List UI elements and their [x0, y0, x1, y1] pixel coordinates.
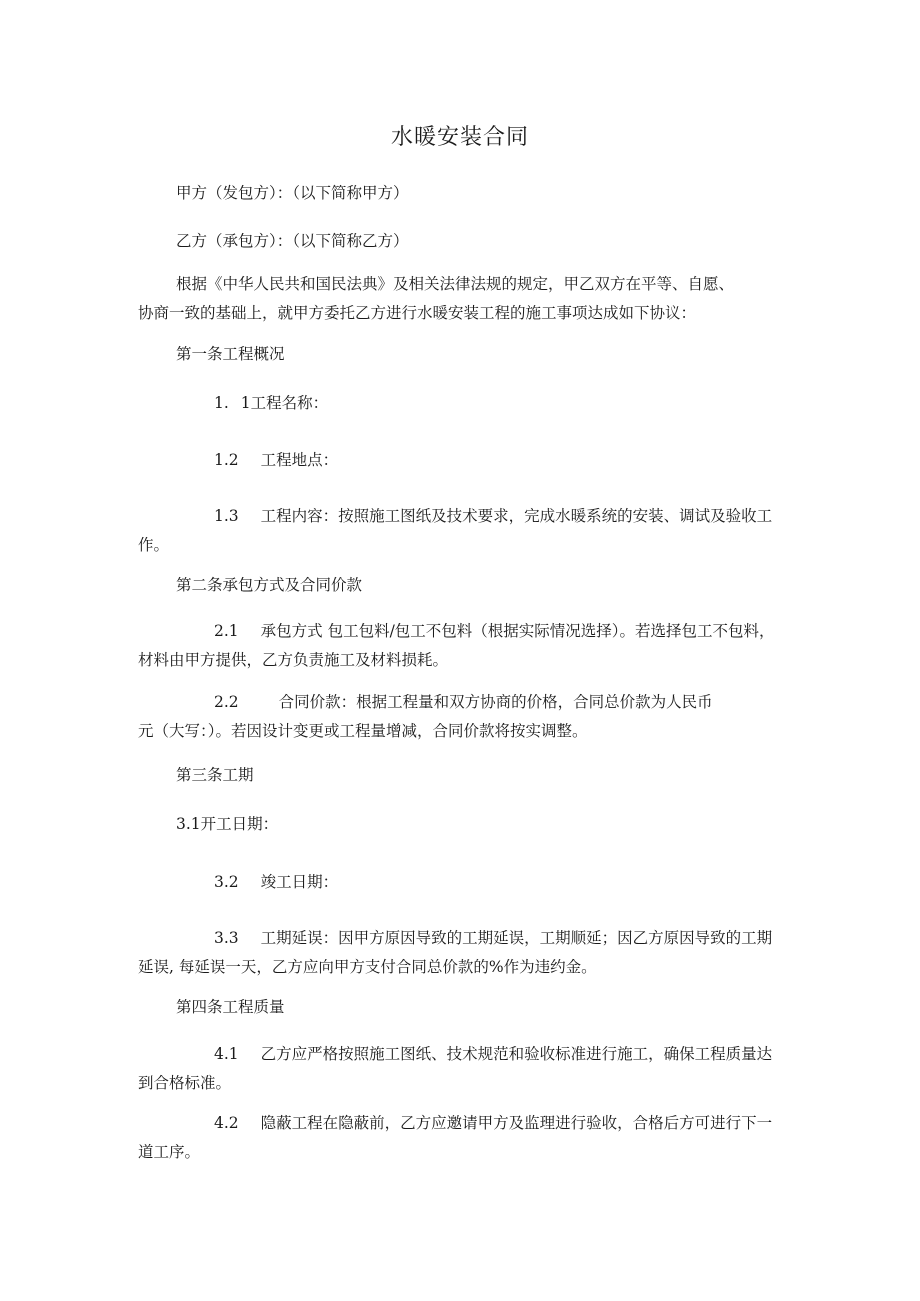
clause-number: 2.2 [214, 693, 239, 711]
preamble-line-2: 协商一致的基础上，就甲方委托乙方进行水暖安装工程的施工事项达成如下协议： [138, 304, 697, 322]
clause-number: 1. [214, 394, 229, 412]
clause-text-line-2: 作。 [138, 536, 170, 554]
article-3-heading: 第三条工期 [176, 766, 254, 784]
article-4-heading: 第四条工程质量 [176, 998, 285, 1016]
clause-1-2 [138, 446, 788, 475]
clause-text-line-2: 道工序。 [138, 1143, 201, 1161]
article-1-heading: 第一条工程概况 [176, 345, 285, 363]
party-b-line: 乙方（承包方）：（以下简称乙方） [176, 232, 409, 250]
clause-1-3 [138, 502, 788, 560]
preamble-paragraph [138, 270, 788, 328]
clause-3-3 [138, 924, 788, 982]
clause-number: 3.2 [214, 873, 239, 891]
clause-3-2 [138, 868, 788, 897]
clause-text-line-1: 乙方应严格按照施工图纸、技术规范和验收标准进行施工，确保工程质量达 [260, 1045, 773, 1063]
clause-text-line-2: 到合格标准。 [138, 1074, 232, 1092]
clause-text-line-2: 材料由甲方提供，乙方负责施工及材料损耗。 [138, 651, 449, 669]
clause-text-line-2: 延误, 每延误一天，乙方应向甲方支付合同总价款的%作为违约金。 [138, 958, 597, 976]
article-2-heading: 第二条承包方式及合同价款 [176, 576, 363, 594]
clause-4-1 [138, 1040, 788, 1098]
preamble-line-1: 根据《中华人民共和国民法典》及相关法律法规的规定，甲乙双方在平等、自愿、 [176, 275, 735, 293]
party-a-line: 甲方（发包方）：（以下简称甲方） [176, 184, 409, 202]
clause-2-2 [138, 688, 788, 746]
clause-number: 1.3 [214, 507, 239, 525]
clause-text-line-2: 元（大写：）。若因设计变更或工程量增减，合同价款将按实调整。 [138, 722, 588, 740]
clause-text-line-1: 工程内容：按照施工图纸及技术要求，完成水暖系统的安装、调试及验收工 [260, 507, 773, 525]
clause-number: 2.1 [214, 622, 239, 640]
clause-text-line-1: 工期延误：因甲方原因导致的工期延误，工期顺延；因乙方原因导致的工期 [260, 929, 773, 947]
clause-number: 4.2 [214, 1114, 239, 1132]
document-title: 水暖安装合同 [390, 125, 529, 150]
clause-text: 竣工日期： [260, 873, 339, 891]
clause-1-1 [138, 389, 788, 418]
clause-text: 1工程名称： [240, 394, 329, 412]
clause-text-line-1: 合同价款：根据工程量和双方协商的价格，合同总价款为人民币 [278, 693, 713, 711]
clause-3-1: 3.1开工日期： [176, 815, 279, 833]
clause-number: 3.3 [214, 929, 239, 947]
clause-text-line-1: 隐蔽工程在隐蔽前，乙方应邀请甲方及监理进行验收，合格后方可进行下一 [260, 1114, 773, 1132]
clause-4-2 [138, 1109, 788, 1167]
clause-text: 工程地点： [260, 451, 339, 469]
clause-number: 4.1 [214, 1045, 239, 1063]
clause-2-1 [138, 617, 788, 675]
clause-number: 1.2 [214, 451, 239, 469]
clause-text-line-1: 承包方式 包工包料/包工不包料（根据实际情况选择）。若选择包工不包料， [260, 622, 775, 640]
